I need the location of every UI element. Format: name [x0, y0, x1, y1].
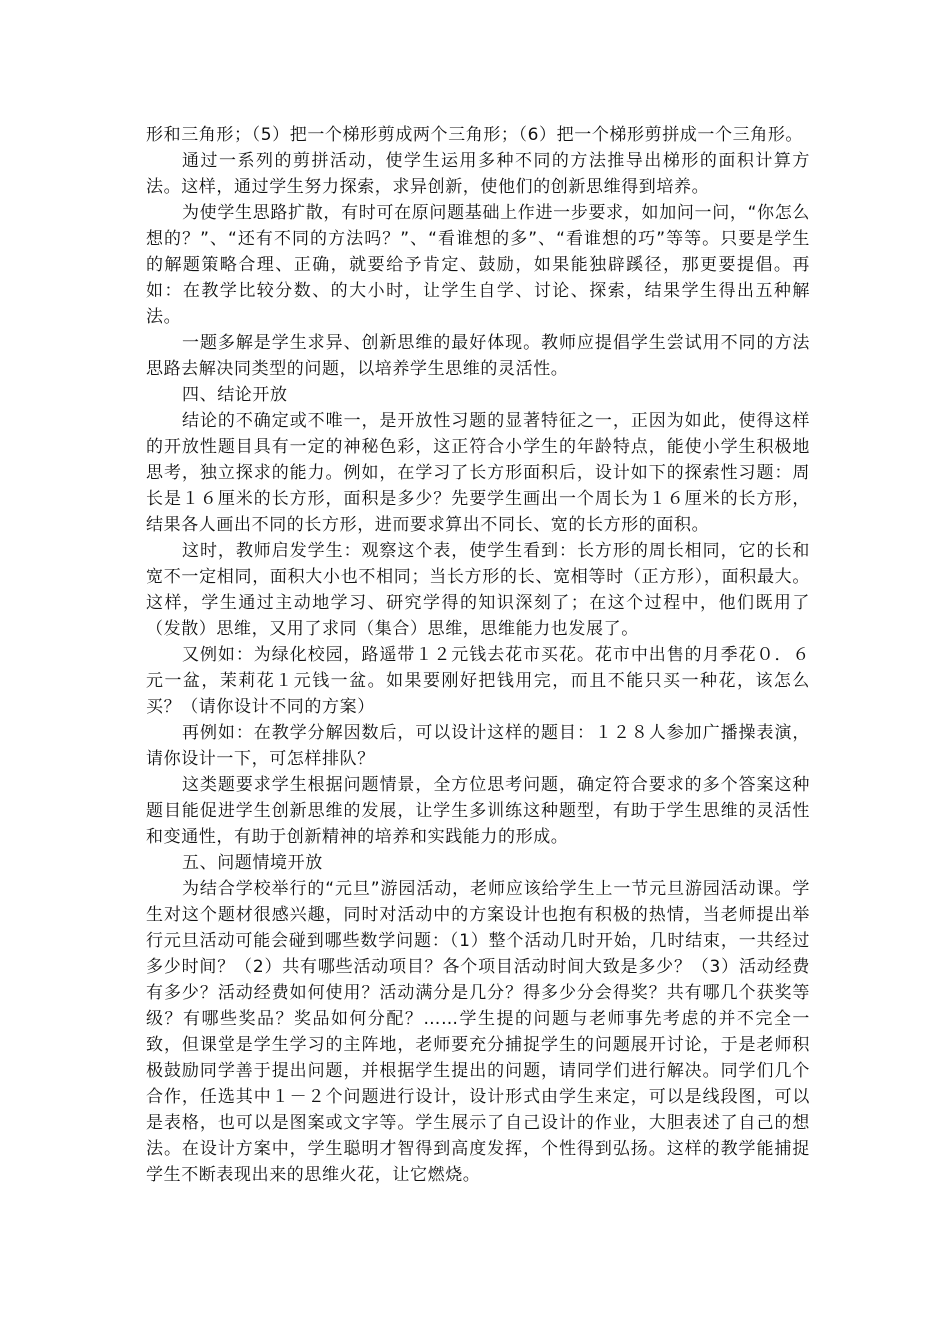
paragraph-1: 形和三角形；（5）把一个梯形剪成两个三角形；（6）把一个梯形剪拼成一个三角形。: [146, 125, 804, 145]
paragraph-4: 一题多解是学生求异、创新思维的最好体现。教师应提倡学生尝试用不同的方法思路去解决同类型的问题，以培养学生思维的灵活性。: [146, 333, 810, 379]
section-heading-5: 五、问题情境开放: [182, 853, 323, 873]
paragraph-10: 为结合学校举行的“元旦”游园活动，老师应该给学生上一节元旦游园活动课。学生对这个题材很感兴趣，同时对活动中的方案设计也抱有积极的热情，当老师提出举行元旦活动可能会碰到哪些数学问题：（1）整个活动几时开始，几时结束，一共经过多少时间？（2）共有哪些活动项目？各个项目活动时间大致是多少？（3）活动经费有多少？活动经费如何使用？活动满分是几分？得多少分会得奖？共有哪几个获奖等级？有哪些奖品？奖品如何分配？……学生提的问题与老师事先考虑的并不完全一致，但课堂是学生学习的主阵地，老师要充分捕捉学生的问题展开讨论，于是老师积极鼓励同学善于提出问题，并根据学生提出的问题，请同学们进行解决。同学们几个合作，任选其中１－２个问题进行设计，设计形式由学生来定，可以是线段图，可以是表格，也可以是图案或文字等。学生展示了自己设计的作业，大胆表述了自己的想法。在设计方案中，学生聪明才智得到高度发挥，个性得到弘扬。这样的教学能捕捉学生不断表现出来的思维火花，让它燃烧。: [146, 879, 810, 1185]
paragraph-6: 这时，教师启发学生：观察这个表，使学生看到：长方形的周长相同，它的长和宽不一定相同，面积大小也不相同；当长方形的长、宽相等时（正方形），面积最大。这样，学生通过主动地学习、研究学得的知识深刻了；在这个过程中，他们既用了（发散）思维，又用了求同（集合）思维，思维能力也发展了。: [146, 541, 810, 639]
paragraph-2: 通过一系列的剪拼活动，使学生运用多种不同的方法推导出梯形的面积计算方法。这样，通过学生努力探索，求异创新，使他们的创新思维得到培养。: [146, 151, 810, 197]
paragraph-7: 又例如：为绿化校园，路遥带１２元钱去花市买花。花市中出售的月季花０．６元一盆，茉莉花１元钱一盆。如果要刚好把钱用完，而且不能只买一种花，该怎么买？（请你设计不同的方案）: [146, 645, 810, 717]
paragraph-8: 再例如：在教学分解因数后，可以设计这样的题目：１２８人参加广播操表演，请你设计一下，可怎样排队？: [146, 723, 810, 769]
paragraph-3: 为使学生思路扩散，有时可在原问题基础上作进一步要求，如加问一问，“你怎么想的？”、“还有不同的方法吗？”、“看谁想的多”、“看谁想的巧”等等。只要是学生的解题策略合理、正确，就要给予肯定、鼓励，如果能独辟蹊径，那更要提倡。再如：在教学比较分数、的大小时，让学生自学、讨论、探索，结果学生得出五种解法。: [146, 203, 810, 327]
paragraph-9: 这类题要求学生根据问题情景，全方位思考问题，确定符合要求的多个答案这种题目能促进学生创新思维的发展，让学生多训练这种题型，有助于学生思维的灵活性和变通性，有助于创新精神的培养和实践能力的形成。: [146, 775, 810, 847]
paragraph-5: 结论的不确定或不唯一，是开放性习题的显著特征之一，正因为如此，使得这样的开放性题目具有一定的神秘色彩，这正符合小学生的年龄特点，能使小学生积极地思考，独立探求的能力。例如，在学习了长方形面积后，设计如下的探索性习题：周长是１６厘米的长方形，面积是多少？先要学生画出一个周长为１６厘米的长方形，结果各人画出不同的长方形，进而要求算出不同长、宽的长方形的面积。: [146, 411, 810, 535]
document-page: [146, 122, 810, 1188]
section-heading-4: 四、结论开放: [182, 385, 288, 405]
